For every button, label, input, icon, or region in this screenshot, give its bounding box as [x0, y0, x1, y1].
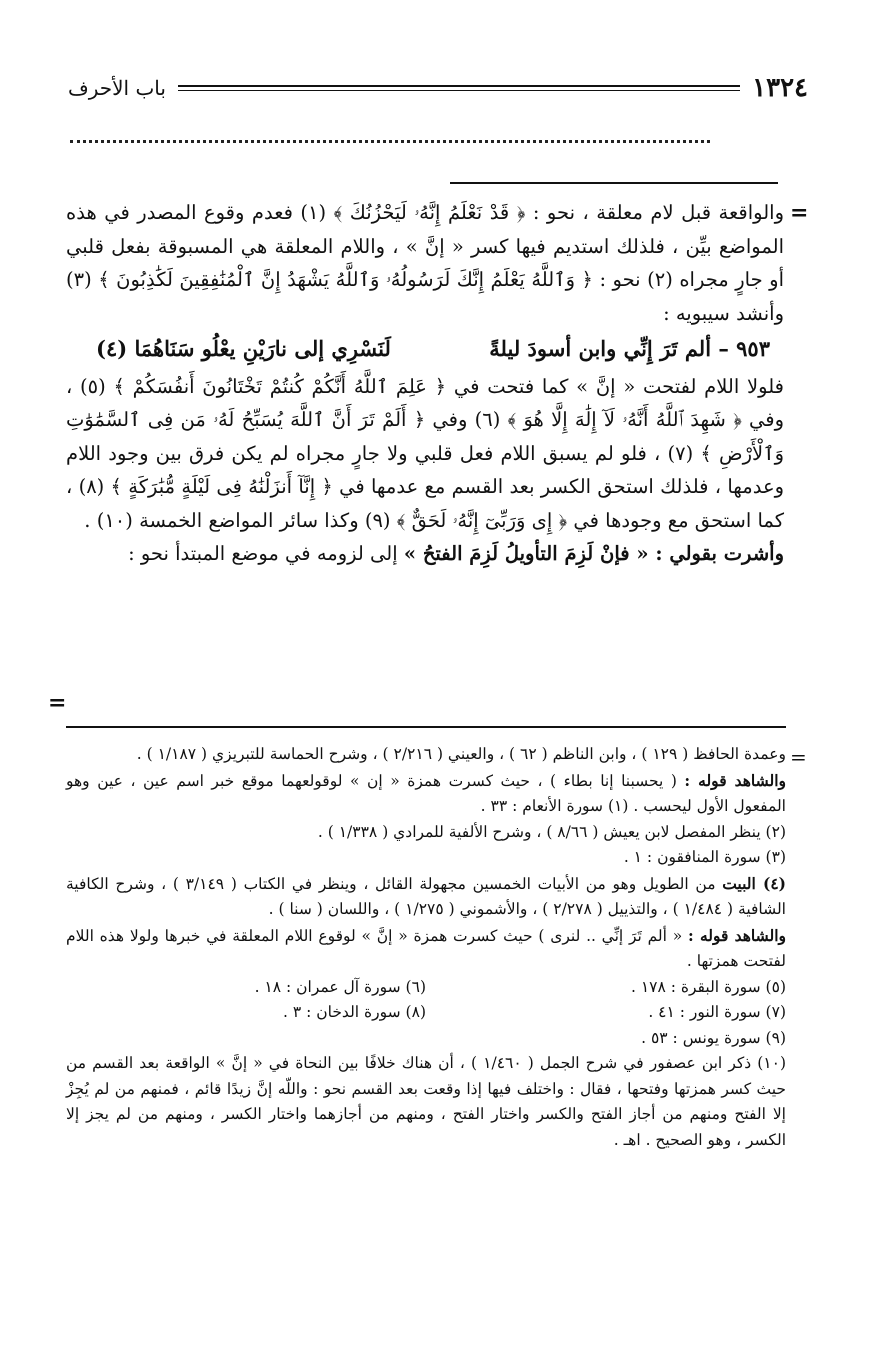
- running-title: باب الأحرف: [68, 76, 166, 100]
- paragraph-2: فلولا اللام لفتحت « إنَّ » كما فتحت في ﴿ عَلِمَ ٱللَّهُ أَنَّكُمْ كُنتُمْ تَخْتَانُونَ أَنفُسَكُمْ ﴾ (٥) ، وفي ﴿ شَهِدَ ٱللَّهُ أَنَّهُۥ لَآ إِلَٰهَ إِلَّا هُوَ ﴾ (٦) وفي ﴿ أَلَمْ تَرَ أَنَّ ٱللَّهَ يُسَبِّحُ لَهُۥ مَن فِى ٱلسَّمَٰوَٰتِ وَٱلْأَرْضِ ﴾ (٧) ، فلو لم يسبق اللام فعل قلبي ولا جارٍ مجراه لم يكن فرق بين وجود اللام وعدمها ، فلذلك استحق الكسر بعد القسم مع عدمها في ﴿ إِنَّآ أَنزَلْنَٰهُ فِى لَيْلَةٍ مُّبَٰرَكَةٍ ﴾ (٨) ، كما استحق مع وجودها في ﴿ إِى وَرَبِّىٓ إِنَّهُۥ لَحَقٌّ ﴾ (٩) وكذا سائر المواضع الخمسة (١٠) .: [66, 374, 784, 532]
- shahid-label: والشاهد قوله :: [684, 770, 786, 790]
- paragraph-3: [66, 537, 784, 571]
- shahid-label: والشاهد قوله :: [687, 925, 786, 945]
- footnote-1: (١) سورة الأنعام : ٣٣ .: [480, 797, 629, 815]
- footnote-7: (٧) سورة النور : ٤١ .: [648, 1003, 786, 1021]
- verse-first-hemistich: ٩٥٣ – ألم تَرَ إِنِّي وابن أسودَ ليلةً: [489, 336, 770, 361]
- footnote-row-5-6: [66, 975, 786, 1001]
- page-header: [68, 68, 808, 108]
- footnote-continuation-mark: =: [790, 745, 807, 769]
- footnote-10: (١٠) ذكر ابن عصفور في شرح الجمل ( ١/٤٦٠ ) ، أن هناك خلافًا بين النحاة في « إنَّ » الواقعة بعد القسم من حيث كسر همزتها وفتحها ، فقال : واختلف فيها إذا وقعت بعد القسم نحو : واللّه إنَّ زيدًا قائم ، فمنهم من لم يُجِزْ إلا الفتح ومنهم من أجاز الفتح والكسر واختار الفتح ، ومنهم من أجازهما واختار الكسر ، ومنهم من لم يجز إلا الكسر ، وهو الصحيح . اهـ .: [66, 1054, 786, 1149]
- footnote-2: (٢) ينظر المفصل لابن يعيش ( ٨/٦٦ ) ، وشرح الألفية للمرادي ( ١/٣٣٨ ) .: [317, 822, 786, 841]
- footnote-3: (٣) سورة المنافقون : ١ .: [623, 848, 786, 866]
- verse-953: [66, 332, 784, 366]
- footnote-4-text: من الطويل وهو من الأبيات الخمسين مجهولة القائل ، وينظر في الكتاب ( ٣/١٤٩ ) ، وشرح الكافية الشافية ( ١/٤٨٤ ) ، والتذييل ( ٢/٢٧٨ ) ، والأشموني ( ١/٢٧٥ ) ، واللسان ( سنا ) .: [66, 874, 786, 918]
- paragraph-3-lead: وأشرت بقولي : « فإنْ لَزِمَ التأويلُ لَزِمَ الفتحُ »: [403, 542, 784, 565]
- footnote-5: (٥) سورة البقرة : ١٧٨ .: [630, 977, 786, 996]
- continuation-mark-top: =: [790, 200, 809, 226]
- dotted-separator: [70, 140, 710, 143]
- header-rule: [178, 85, 740, 91]
- paragraph-1: والواقعة قبل لام معلقة ، نحو : ﴿ قَدْ نَعْلَمُ إِنَّهُۥ لَيَحْزُنُكَ ﴾ (١) فعدم وقوع المصدر في هذه المواضع بيِّن ، فلذلك استديم فيها كسر « إنَّ » ، واللام المعلقة هي المسبوقة بفعل قلبي أو جارٍ مجراه (٢) نحو : ﴿ وَٱللَّهُ يَعْلَمُ إِنَّكَ لَرَسُولُهُۥ وَٱللَّهُ يَشْهَدُ إِنَّ ٱلْمُنَٰفِقِينَ لَكَٰذِبُونَ ﴾ (٣) وأنشد سيبويه :: [66, 201, 784, 325]
- page-number: ١٣٢٤: [752, 73, 808, 103]
- verse-second-hemistich: لَنَسْرِي إلى نارَيْنِ يعْلُو سَنَاهُمَا (٤): [96, 336, 391, 361]
- shahid-text: « ألم تَرَ إنِّي .. لنرى ) حيث كسرت همزة « إنَّ » لوقوع اللام المعلقة في خبرها ولولا هذه اللام لفتحت همزتها .: [66, 926, 786, 970]
- footnote-row-7-8: [66, 1000, 786, 1026]
- footnote-continued: وعمدة الحافظ ( ١٢٩ ) ، وابن الناظم ( ٦٢ ) ، والعيني ( ٢/٢١٦ ) ، وشرح الحماسة للتبريزي ( ١/١٨٧ ) .: [136, 745, 786, 763]
- section-rule: [450, 182, 778, 184]
- footnote-shahid-4: [66, 923, 786, 975]
- footnote-4: [66, 871, 786, 923]
- footnote-6: (٦) سورة آل عمران : ١٨ .: [254, 977, 426, 996]
- footnotes: [66, 742, 786, 1153]
- continuation-mark-bottom: =: [48, 690, 67, 716]
- footnote-8: (٨) سورة الدخان : ٣ .: [282, 1003, 426, 1021]
- footnote-4-label: (٤) البيت: [722, 873, 786, 893]
- footnote-separator: [66, 726, 786, 728]
- footnote-9: (٩) سورة يونس : ٥٣ .: [641, 1028, 786, 1047]
- shahid-text: ( يحسبنا إنا بطاء ) ، حيث كسرت همزة « إن » لوقولعهما موقع خبر اسم عين ، عين وهو المفعول الأول ليحسب .: [66, 771, 786, 815]
- paragraph-3-rest: إلى لزومه في موضع المبتدأ نحو :: [128, 542, 404, 565]
- footnote-shahid-1: [66, 768, 786, 820]
- main-text: [66, 196, 784, 571]
